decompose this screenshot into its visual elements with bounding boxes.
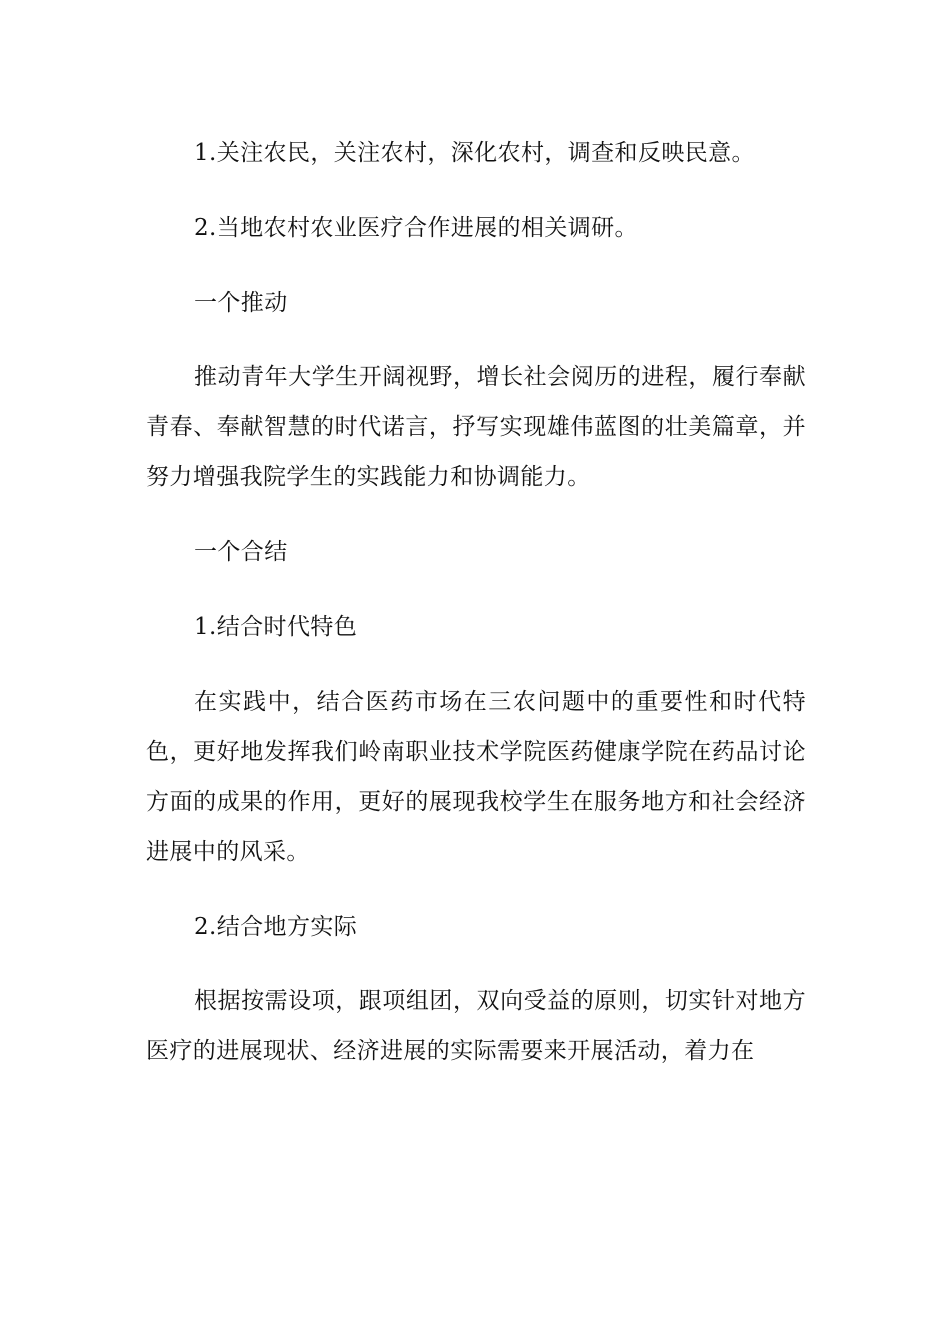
subheading-2: 2.结合地方实际 — [194, 913, 358, 940]
subheading-1: 1.结合时代特色 — [194, 613, 358, 640]
section-heading-promote: 一个推动 — [194, 289, 288, 316]
section-heading-combine: 一个合结 — [194, 539, 288, 566]
paragraph-3: 推动青年大学生开阔视野，增长社会阅历的进程，履行奉献青春、奉献智慧的时代诺言，抒写实现雄伟蓝图的壮美篇章，并努力增强我院学生的实践能力和协调能力。 — [146, 364, 806, 491]
paragraph-5: 根据按需设项，跟项组团，双向受益的原则，切实针对地方医疗的进展现状、经济进展的实际需要来开展活动，着力在 — [146, 988, 806, 1065]
document-body — [146, 128, 806, 1101]
paragraph-4: 在实践中，结合医药市场在三农问题中的重要性和时代特色，更好地发挥我们岭南职业技术学院医药健康学院在药品讨论方面的成果的作用，更好的展现我校学生在服务地方和社会经济进展中的风采。 — [146, 688, 806, 865]
paragraph-1: 1.关注农民，关注农村，深化农村，调查和反映民意。 — [194, 140, 755, 166]
paragraph-2: 2.当地农村农业医疗合作进展的相关调研。 — [194, 214, 638, 241]
